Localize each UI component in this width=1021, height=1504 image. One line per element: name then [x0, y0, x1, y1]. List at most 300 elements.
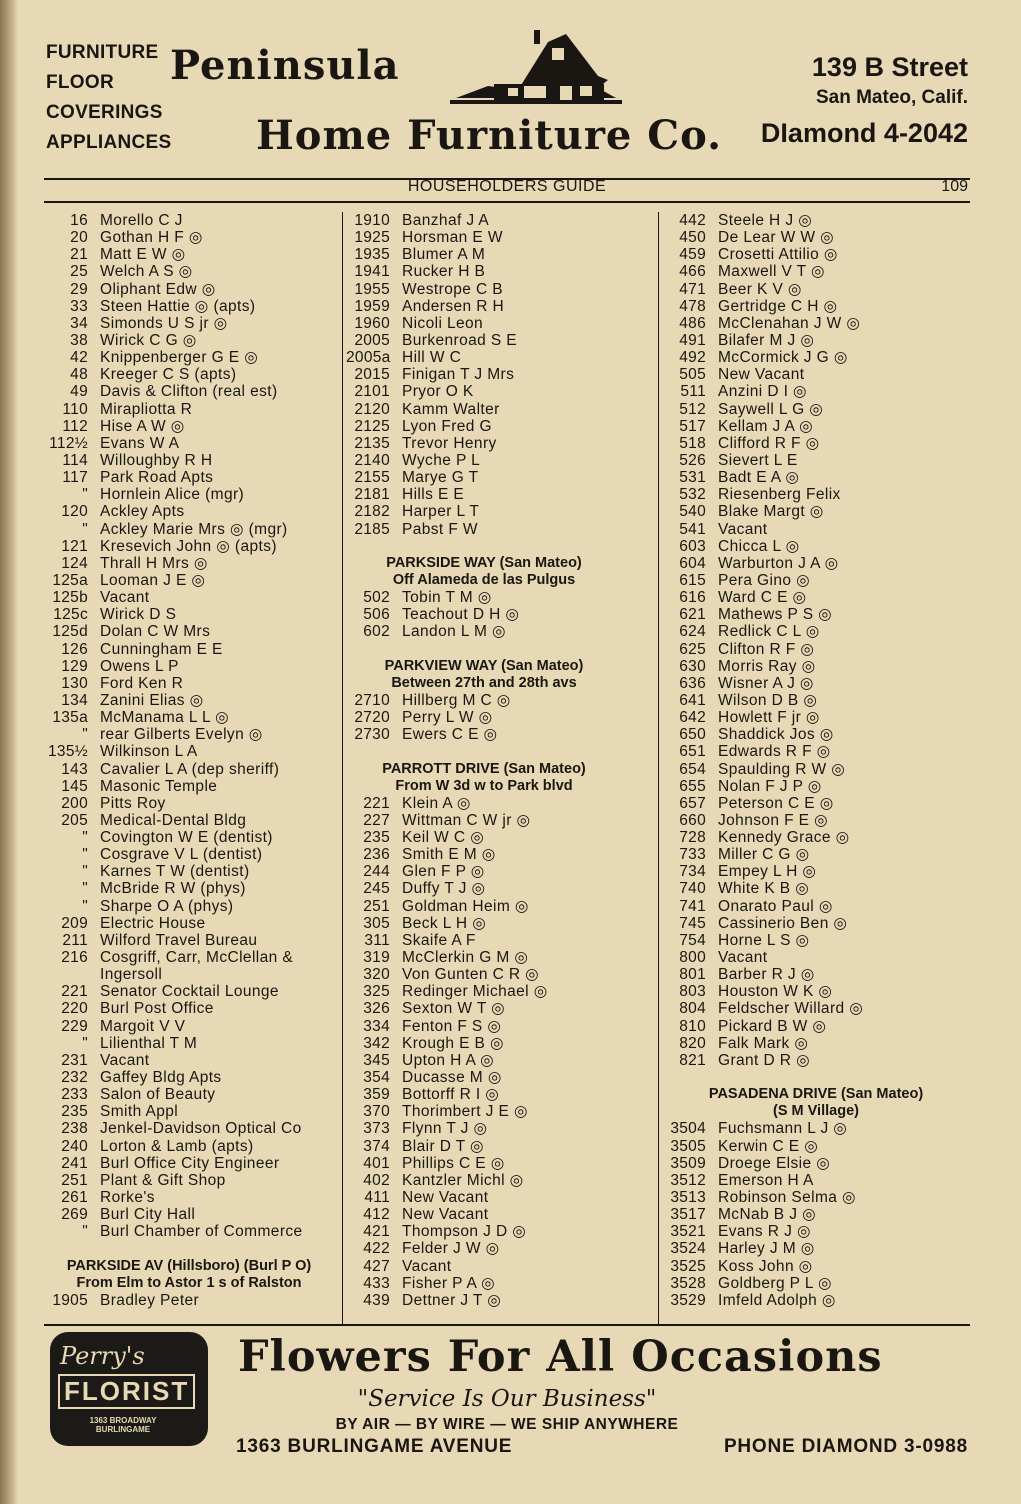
resident-name: Tobin T M ◎ — [402, 589, 492, 607]
resident-name: Perry L W ◎ — [402, 709, 493, 727]
house-number: 657 — [679, 794, 706, 812]
directory-entry — [346, 332, 622, 349]
house-number: 1905 — [52, 1291, 88, 1309]
directory-entry — [662, 1018, 970, 1035]
resident-name: Hornlein Alice (mgr) — [100, 486, 245, 504]
directory-entry — [44, 418, 334, 435]
house-number: 728 — [679, 829, 706, 847]
directory-entry — [44, 846, 334, 863]
directory-entry — [346, 349, 622, 366]
resident-name: Empey L H ◎ — [718, 863, 817, 881]
house-number: 33 — [70, 297, 88, 315]
directory-entry — [44, 281, 334, 298]
house-number: 143 — [61, 760, 88, 778]
directory-entry — [662, 366, 970, 383]
directory-entry — [44, 1035, 334, 1052]
resident-name: McCormick J G ◎ — [718, 349, 848, 367]
house-number: 401 — [363, 1154, 390, 1172]
house-number: 121 — [61, 537, 88, 555]
resident-name: Kantzler Michl ◎ — [402, 1171, 524, 1189]
resident-name: Gothan H F ◎ — [100, 229, 203, 247]
resident-name: Von Gunten C R ◎ — [402, 966, 540, 984]
house-number: 1959 — [354, 297, 390, 315]
resident-name: Beck L H ◎ — [402, 914, 487, 932]
house-number: 370 — [363, 1103, 390, 1121]
directory-entry — [662, 829, 970, 846]
house-number: 251 — [61, 1171, 88, 1189]
directory-entry — [662, 401, 970, 418]
house-number: 641 — [679, 691, 706, 709]
directory-entry — [346, 1086, 622, 1103]
resident-name: Wisner A J ◎ — [718, 674, 814, 692]
resident-name: Koss John ◎ — [718, 1257, 813, 1275]
directory-entry — [44, 641, 334, 658]
house-number: 486 — [679, 314, 706, 332]
resident-name: Dolan C W Mrs — [100, 623, 211, 641]
resident-name: Vacant — [100, 1051, 150, 1069]
directory-entry — [346, 212, 622, 229]
house-number: " — [82, 880, 88, 898]
resident-name: Cunningham E E — [100, 640, 223, 658]
house-number: 2182 — [354, 503, 390, 521]
directory-entry — [44, 1052, 334, 1069]
directory-entry — [44, 898, 334, 915]
resident-name: Kreeger C S (apts) — [100, 366, 237, 384]
house-number: 616 — [679, 589, 706, 607]
category-line: FURNITURE — [46, 42, 159, 63]
house-number: 244 — [363, 863, 390, 881]
resident-name: Dettner J T ◎ — [402, 1291, 502, 1309]
directory-entry — [662, 589, 970, 606]
directory-entry — [662, 418, 970, 435]
house-number: 245 — [363, 880, 390, 898]
house-number: 238 — [61, 1120, 88, 1138]
house-number: 1941 — [354, 263, 390, 281]
resident-name: White K B ◎ — [718, 880, 810, 898]
directory-entry — [662, 623, 970, 640]
house-number: 342 — [363, 1034, 390, 1052]
directory-entry — [44, 212, 334, 229]
directory-entry — [346, 589, 622, 606]
house-number: 733 — [679, 846, 706, 864]
resident-name: Bradley Peter — [100, 1291, 200, 1309]
directory-entry — [662, 212, 970, 229]
directory-entry — [346, 281, 622, 298]
resident-name: Hills E E — [402, 486, 465, 504]
resident-name: Smith E M ◎ — [402, 846, 496, 864]
directory-entry — [44, 589, 334, 606]
house-number: 232 — [61, 1069, 88, 1087]
directory-entry — [44, 709, 334, 726]
house-number: 531 — [679, 469, 706, 487]
directory-entry — [44, 915, 334, 932]
house-number: 801 — [679, 966, 706, 984]
resident-name: Glen F P ◎ — [402, 863, 485, 881]
resident-name: Emerson H A — [718, 1171, 814, 1189]
directory-entry — [346, 898, 622, 915]
directory-entry — [346, 246, 622, 263]
house-number: 229 — [61, 1017, 88, 1035]
resident-name: Wirick C G ◎ — [100, 331, 197, 349]
house-number: 209 — [61, 914, 88, 932]
directory-entry — [346, 606, 622, 623]
house-number: 325 — [363, 983, 390, 1001]
directory-entry — [662, 658, 970, 675]
resident-name: Sexton W T ◎ — [402, 1000, 506, 1018]
street-section-heading: PARROTT DRIVE (San Mateo) — [382, 760, 586, 777]
directory-entry — [346, 846, 622, 863]
resident-name: Blumer A M — [402, 246, 486, 264]
directory-entry — [662, 1275, 970, 1292]
resident-name: Pabst F W — [402, 520, 478, 538]
house-number: 305 — [363, 914, 390, 932]
directory-entry — [662, 966, 970, 983]
directory-entry — [662, 435, 970, 452]
directory-entry — [662, 1155, 970, 1172]
directory-entry — [662, 486, 970, 503]
house-number: 220 — [61, 1000, 88, 1018]
house-number: 117 — [62, 469, 88, 487]
directory-entry — [44, 435, 334, 452]
resident-name: Riesenberg Felix — [718, 486, 841, 504]
directory-entry — [44, 863, 334, 880]
resident-name: Nolan F J P ◎ — [718, 777, 822, 795]
directory-entry — [662, 1138, 970, 1155]
resident-name: Chicca L ◎ — [718, 537, 800, 555]
resident-name: Crosetti Attilio ◎ — [718, 246, 838, 264]
resident-name: Matt E W ◎ — [100, 246, 186, 264]
directory-entry — [44, 949, 334, 966]
page-number: 109 — [941, 178, 968, 195]
house-number: " — [82, 1034, 88, 1052]
resident-name: Hillberg M C ◎ — [402, 691, 511, 709]
house-number: 492 — [679, 349, 706, 367]
resident-name: Hise A W ◎ — [100, 417, 185, 435]
resident-name: Ford Ken R — [100, 674, 184, 692]
house-number: 236 — [363, 846, 390, 864]
directory-entry — [44, 1206, 334, 1223]
directory-entry — [44, 658, 334, 675]
resident-name: Covington W E (dentist) — [100, 829, 273, 847]
house-number: 660 — [679, 811, 706, 829]
directory-entry — [44, 675, 334, 692]
directory-entry — [662, 229, 970, 246]
directory-entry — [662, 812, 970, 829]
directory-entry — [44, 692, 334, 709]
house-number: 624 — [679, 623, 706, 641]
resident-name: Horsman E W — [402, 229, 503, 247]
resident-name: Wyche P L — [402, 451, 481, 469]
house-number: 34 — [70, 314, 88, 332]
resident-name: Harley J M ◎ — [718, 1240, 815, 1258]
street-section-heading: Off Alameda de las Pulgus — [392, 571, 576, 588]
house-number: 402 — [363, 1171, 390, 1189]
resident-name: Ward C E ◎ — [718, 589, 807, 607]
house-number: 745 — [679, 914, 706, 932]
resident-name: Ackley Marie Mrs ◎ (mgr) — [100, 520, 288, 538]
directory-entry — [44, 298, 334, 315]
house-number: 29 — [70, 280, 88, 298]
house-number: 49 — [70, 383, 88, 401]
directory-entry — [662, 383, 970, 400]
directory-entry — [44, 332, 334, 349]
store-phone: DIamond 4-2042 — [760, 118, 968, 148]
house-number: 734 — [679, 863, 706, 881]
header-advertisement — [40, 20, 974, 178]
directory-entry — [44, 538, 334, 555]
house-number: " — [82, 897, 88, 915]
resident-name: Sharpe O A (phys) — [100, 897, 234, 915]
directory-entry — [346, 1103, 622, 1120]
house-number: 1910 — [354, 212, 390, 229]
directory-entry — [662, 949, 970, 966]
directory-entry — [346, 1069, 622, 1086]
directory-entry — [44, 1223, 334, 1240]
resident-name: Peterson C E ◎ — [718, 794, 834, 812]
house-number: " — [82, 486, 88, 504]
resident-name: Morello C J — [100, 212, 183, 229]
directory-entry — [662, 1258, 970, 1275]
resident-name: Spaulding R W ◎ — [718, 760, 846, 778]
resident-name: Senator Cocktail Lounge — [100, 983, 279, 1001]
house-number: 233 — [61, 1086, 88, 1104]
house-number: 231 — [61, 1051, 88, 1069]
house-number: 3505 — [670, 1137, 706, 1155]
store-address — [812, 50, 968, 112]
house-number: 125b — [52, 589, 88, 607]
house-number: 145 — [61, 777, 88, 795]
directory-entry — [662, 315, 970, 332]
directory-entry — [662, 778, 970, 795]
directory-entry — [662, 606, 970, 623]
resident-name: Horne L S ◎ — [718, 931, 810, 949]
resident-name: McNab B J ◎ — [718, 1206, 817, 1224]
house-number: 655 — [679, 777, 706, 795]
resident-name: Johnson F E ◎ — [718, 811, 829, 829]
house-number: 2101 — [354, 383, 390, 401]
resident-name: Burl Chamber of Commerce — [100, 1223, 303, 1241]
resident-name: Burl Post Office — [100, 1000, 214, 1018]
florist-advertisement — [40, 1320, 974, 1460]
resident-name: Droege Elsie ◎ — [718, 1154, 831, 1172]
resident-name: Blake Margt ◎ — [718, 503, 824, 521]
directory-entry — [346, 263, 622, 280]
house-number: 800 — [679, 949, 706, 967]
house-number: 2720 — [354, 709, 390, 727]
directory-entry — [44, 452, 334, 469]
resident-name: Andersen R H — [402, 297, 505, 315]
house-illustration-icon — [448, 28, 624, 108]
directory-entry — [662, 983, 970, 1000]
house-number: 541 — [679, 520, 706, 538]
directory-entry — [346, 298, 622, 315]
resident-name: Pryor O K — [402, 383, 474, 401]
resident-name: Jenkel-Davidson Optical Co — [100, 1120, 302, 1138]
resident-name: Mathews P S ◎ — [718, 606, 833, 624]
house-number: 3524 — [670, 1240, 706, 1258]
logo-word: FLORIST — [58, 1374, 195, 1409]
directory-entry — [44, 1120, 334, 1137]
brand-name-line1: Peninsula — [170, 42, 400, 89]
directory-entry — [44, 1155, 334, 1172]
house-number: 642 — [679, 709, 706, 727]
house-number: 334 — [363, 1017, 390, 1035]
house-number: 345 — [363, 1051, 390, 1069]
directory-entry — [346, 709, 622, 726]
ad-tagline: "Service Is Our Business" — [357, 1386, 657, 1412]
house-number: 20 — [70, 229, 88, 247]
directory-entry — [662, 915, 970, 932]
book-spine-shadow — [0, 0, 18, 1504]
column-divider — [342, 212, 343, 1324]
directory-entry — [44, 555, 334, 572]
resident-name: Willoughby R H — [100, 451, 213, 469]
resident-name: Redinger Michael ◎ — [402, 983, 548, 1001]
house-number: 820 — [679, 1034, 706, 1052]
directory-entry — [44, 1103, 334, 1120]
resident-name: Gertridge C H ◎ — [718, 297, 838, 315]
directory-entry — [662, 555, 970, 572]
directory-entry — [346, 1258, 622, 1275]
house-number: 517 — [679, 417, 706, 435]
resident-name: Kellam J A ◎ — [718, 417, 813, 435]
house-number: 110 — [62, 400, 88, 418]
resident-name: Westrope C B — [402, 280, 503, 298]
resident-name: McClerkin G M ◎ — [402, 949, 529, 967]
house-number: 532 — [679, 486, 706, 504]
resident-name: Medical-Dental Bldg — [100, 811, 247, 829]
house-number: 1960 — [354, 314, 390, 332]
resident-name: Krough E B ◎ — [402, 1034, 504, 1052]
section-spacer — [662, 1069, 970, 1086]
resident-name: Robinson Selma ◎ — [718, 1189, 856, 1207]
directory-entry — [346, 1138, 622, 1155]
directory-entry — [662, 503, 970, 520]
resident-name: Miller C G ◎ — [718, 846, 810, 864]
logo-script: Perry's — [60, 1342, 145, 1370]
resident-name: Finigan T J Mrs — [402, 366, 515, 384]
directory-entry — [662, 332, 970, 349]
resident-name: Goldberg P L ◎ — [718, 1274, 832, 1292]
resident-name: rear Gilberts Evelyn ◎ — [100, 726, 263, 744]
directory-entry — [346, 383, 622, 400]
resident-name: Ingersoll — [100, 966, 163, 984]
resident-name: Plant & Gift Shop — [100, 1171, 226, 1189]
resident-name: Clifford R F ◎ — [718, 434, 820, 452]
house-number: 471 — [679, 280, 706, 298]
section-spacer — [44, 1240, 334, 1257]
resident-name: Howlett F jr ◎ — [718, 709, 820, 727]
resident-name: Redlick C L ◎ — [718, 623, 820, 641]
directory-entry — [346, 932, 622, 949]
directory-entry — [346, 469, 622, 486]
house-number: 421 — [363, 1223, 390, 1241]
resident-name: Evans R J ◎ — [718, 1223, 811, 1241]
house-number: 740 — [679, 880, 706, 898]
house-number: 227 — [363, 811, 390, 829]
resident-name: Davis & Clifton (real est) — [100, 383, 278, 401]
resident-name: New Vacant — [402, 1189, 489, 1207]
house-number: 354 — [363, 1069, 390, 1087]
resident-name: Rorke's — [100, 1189, 155, 1207]
directory-entry — [346, 863, 622, 880]
house-number: 2730 — [354, 726, 390, 744]
resident-name: Welch A S ◎ — [100, 263, 193, 281]
house-number: 2155 — [354, 469, 390, 487]
ad-headline: Flowers For All Occasions — [238, 1332, 883, 1382]
directory-entry — [662, 743, 970, 760]
resident-name: Beer K V ◎ — [718, 280, 802, 298]
resident-name: Bilafer M J ◎ — [718, 331, 815, 349]
house-number: 319 — [363, 949, 390, 967]
resident-name: Burl Office City Engineer — [100, 1154, 280, 1172]
directory-entry — [662, 1052, 970, 1069]
resident-name: Oliphant Edw ◎ — [100, 280, 216, 298]
house-number: 512 — [679, 400, 706, 418]
house-number: 518 — [679, 434, 706, 452]
resident-name: Warburton J A ◎ — [718, 554, 839, 572]
directory-entry — [346, 812, 622, 829]
directory-entry — [662, 1120, 970, 1137]
resident-name: Edwards R F ◎ — [718, 743, 831, 761]
resident-name: Houston W K ◎ — [718, 983, 833, 1001]
street-section-heading: (S M Village) — [773, 1103, 859, 1120]
house-number: 478 — [679, 297, 706, 315]
house-number: 1935 — [354, 246, 390, 264]
resident-name: McClenahan J W ◎ — [718, 314, 861, 332]
directory-entry — [662, 709, 970, 726]
house-number: 654 — [679, 760, 706, 778]
section-spacer — [346, 641, 622, 658]
resident-name: Kresevich John ◎ (apts) — [100, 537, 277, 555]
house-number: " — [82, 1223, 88, 1241]
resident-name: Park Road Apts — [100, 469, 214, 487]
resident-name: Zanini Elias ◎ — [100, 691, 204, 709]
category-line: COVERINGS — [46, 102, 163, 123]
house-number: 804 — [679, 1000, 706, 1018]
directory-entry — [662, 846, 970, 863]
resident-name: Lorton & Lamb (apts) — [100, 1137, 254, 1155]
resident-name: Salon of Beauty — [100, 1086, 216, 1104]
resident-name: Thompson J D ◎ — [402, 1223, 527, 1241]
house-number: 112½ — [49, 434, 88, 452]
street-section-heading: From Elm to Astor 1 s of Ralston — [76, 1274, 302, 1291]
resident-name: Morris Ray ◎ — [718, 657, 816, 675]
house-number: 439 — [363, 1291, 390, 1309]
directory-entry — [662, 863, 970, 880]
directory-entry — [662, 349, 970, 366]
directory-entry — [346, 452, 622, 469]
directory-entry — [662, 1000, 970, 1017]
house-number: 21 — [70, 246, 88, 264]
resident-name: Fuchsmann L J ◎ — [718, 1120, 848, 1138]
directory-entry — [662, 1292, 970, 1309]
house-number: 129 — [61, 657, 88, 675]
house-number: 48 — [70, 366, 88, 384]
house-number: 130 — [61, 674, 88, 692]
directory-entry — [44, 743, 334, 760]
directory-entry — [346, 1240, 622, 1257]
house-number: 235 — [61, 1103, 88, 1121]
directory-entry — [346, 1223, 622, 1240]
directory-entry — [44, 401, 334, 418]
house-number: 2181 — [354, 486, 390, 504]
resident-name: Flynn T J ◎ — [402, 1120, 488, 1138]
directory-entry — [662, 675, 970, 692]
resident-name: Simonds U S jr ◎ — [100, 314, 228, 332]
resident-name: Steen Hattie ◎ (apts) — [100, 297, 256, 315]
resident-name: Kennedy Grace ◎ — [718, 829, 850, 847]
